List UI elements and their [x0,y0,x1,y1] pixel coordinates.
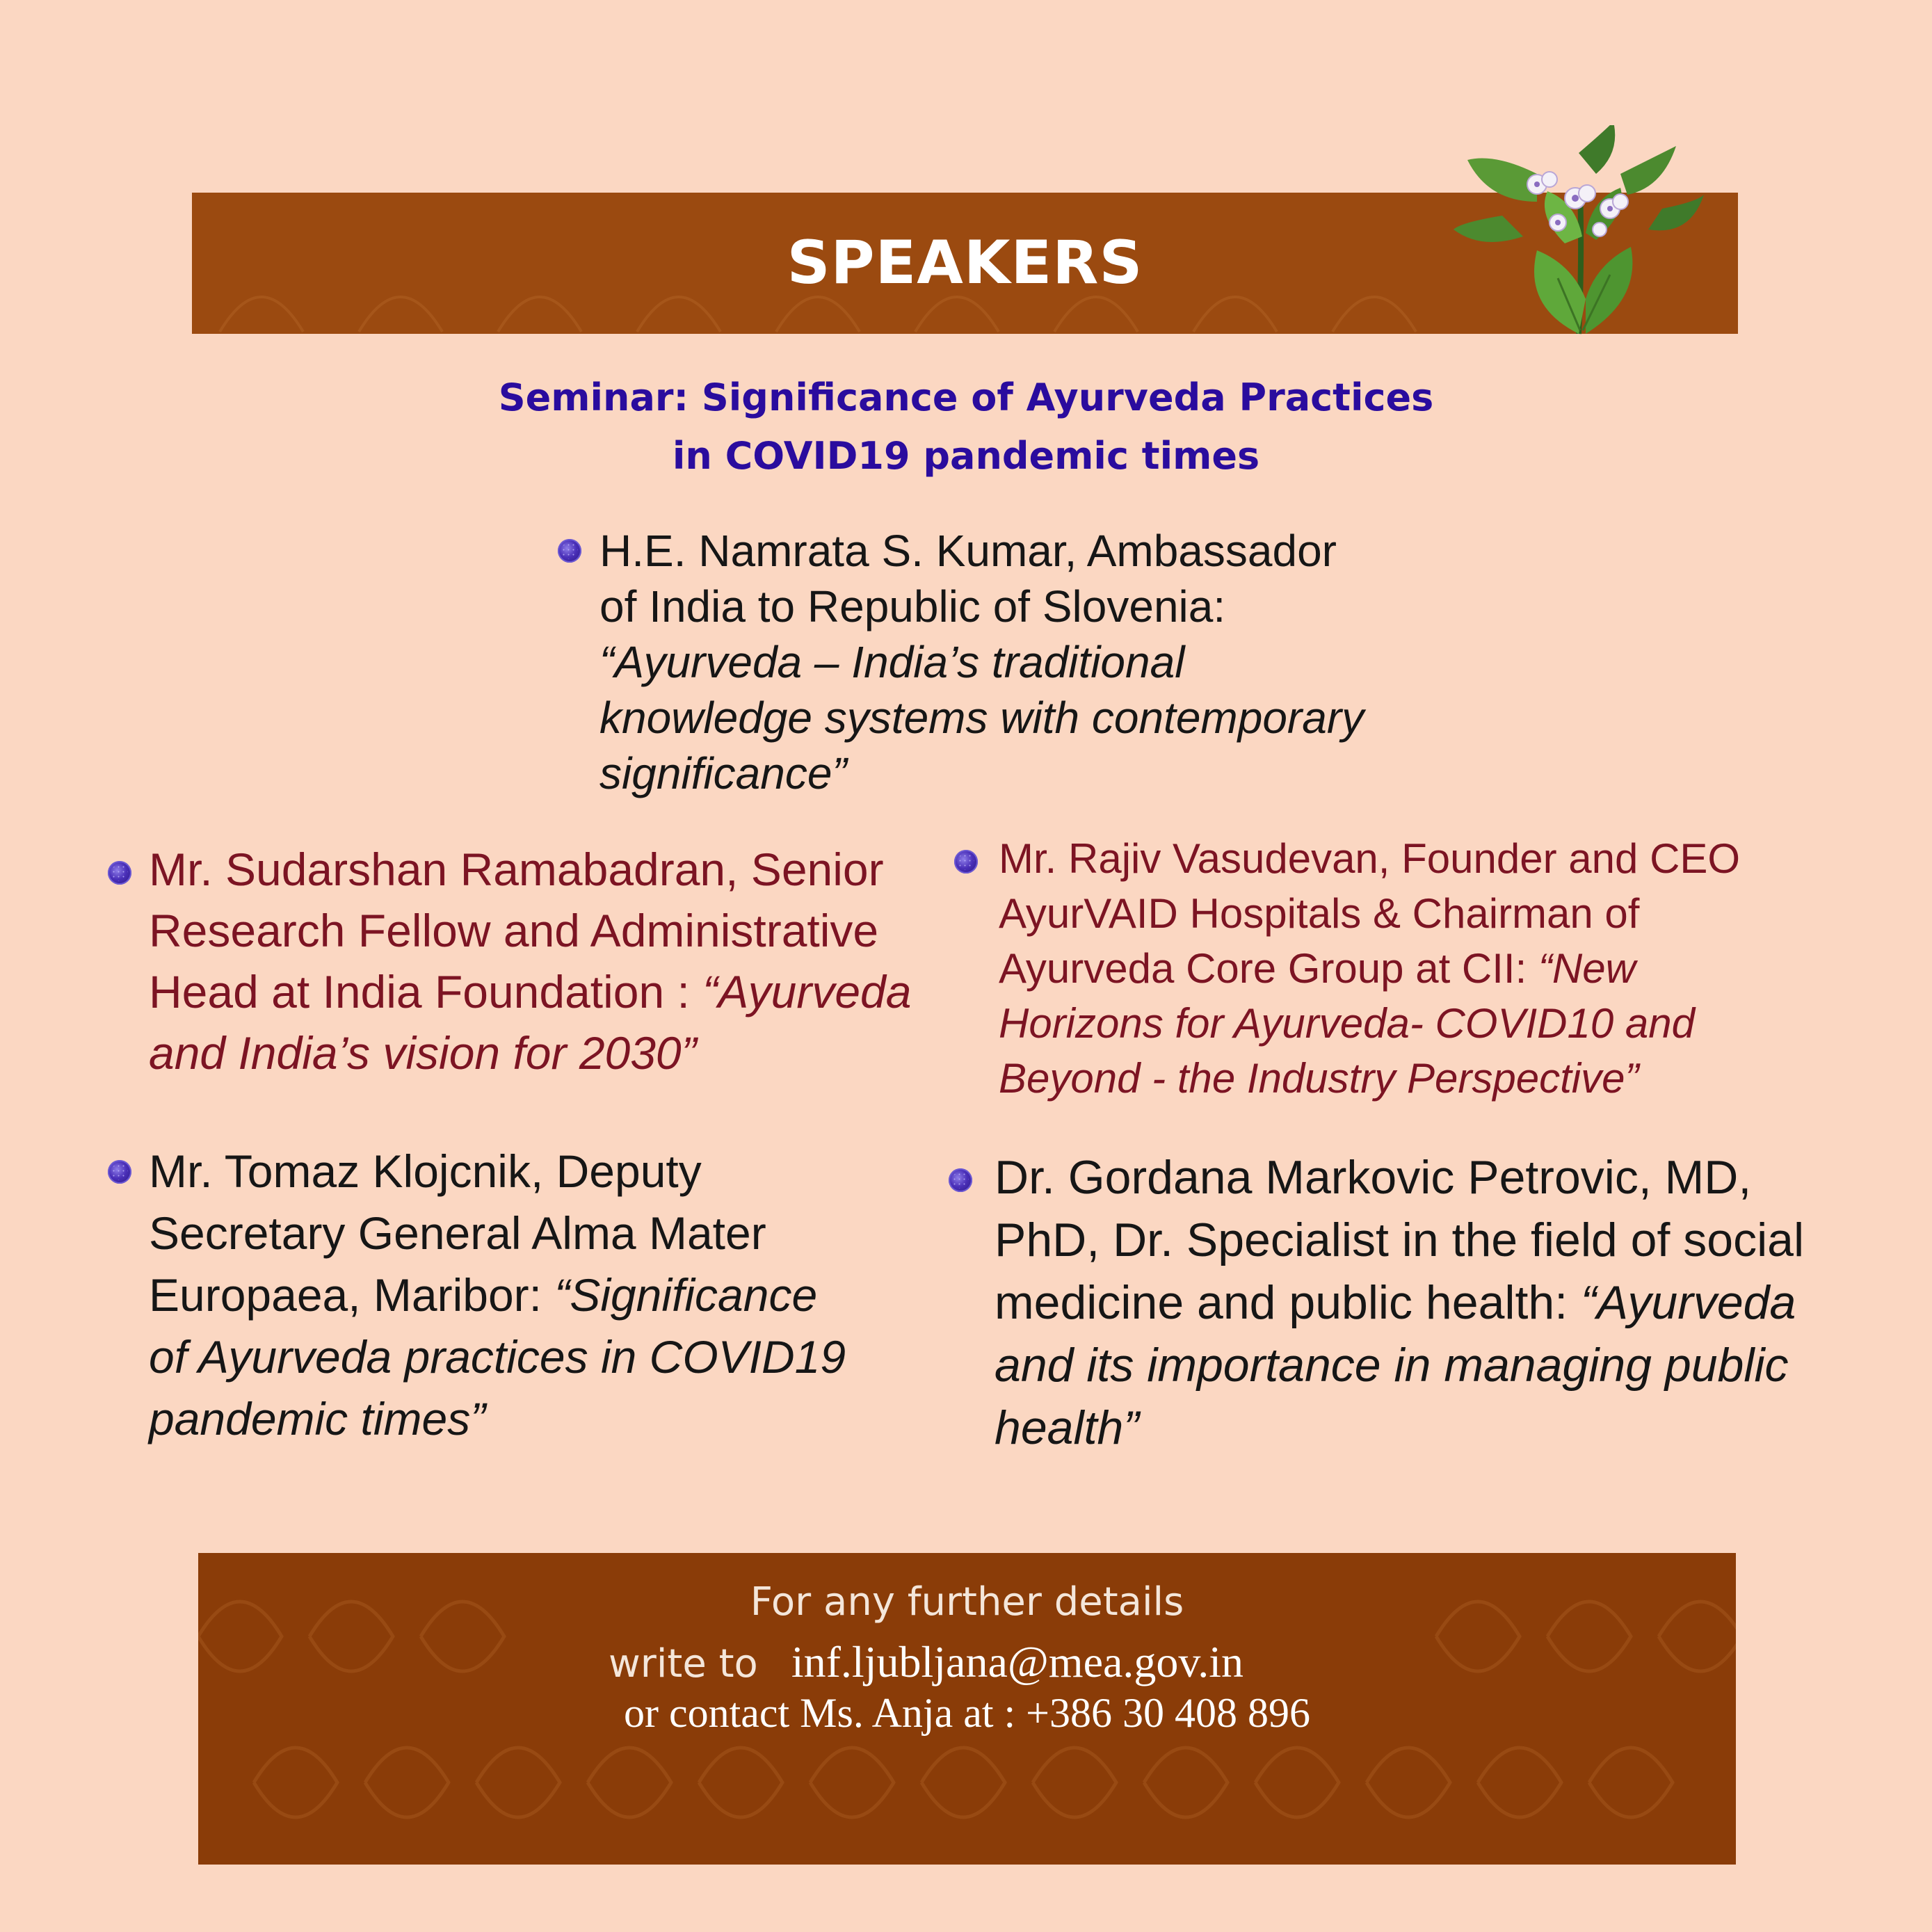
speaker-line: Dr. Gordana Markovic Petrovic, MD, [995,1151,1752,1204]
tulsi-plant-illustration [1454,125,1704,341]
speaker-line: Head at India Foundation : “Ayurveda [149,966,912,1017]
footer-details-text: For any further details [750,1579,1184,1625]
speaker-line: PhD, Dr. Specialist in the field of social [995,1214,1805,1266]
speaker-talk-title: of Ayurveda practices in COVID19 [149,1331,846,1383]
speaker-line: Mr. Tomaz Klojcnik, Deputy [149,1145,702,1197]
speaker-line: Ayurveda Core Group at CII: “New [999,945,1636,992]
speaker-line: Mr. Sudarshan Ramabadran, Senior [149,844,884,895]
speaker-talk-title: Horizons for Ayurveda- COVID10 and [999,1000,1696,1047]
speaker-line: medicine and public health: “Ayurveda [995,1276,1796,1329]
seminar-title [0,369,1932,485]
speaker-entry-ambassador [599,523,1364,801]
speaker-line: Research Fellow and Administrative [149,905,879,956]
speaker-entry-vasudevan [999,831,1740,1106]
speaker-entry-petrovic [995,1146,1804,1459]
speaker-line: of India to Republic of Slovenia: [599,581,1226,631]
speaker-line: Secretary General Alma Mater [149,1207,766,1259]
seminar-title-line1: Seminar: Significance of Ayurveda Practices [498,376,1434,419]
bullet-icon [108,861,131,885]
contact-footer [198,1553,1736,1865]
speaker-line: H.E. Namrata S. Kumar, Ambassador [599,526,1337,576]
speaker-line: Europaea, Maribor: “Significance [149,1269,818,1321]
speaker-entry-ramabadran [149,839,911,1084]
footer-contact-phone: or contact Ms. Anja at : +386 30 408 896 [623,1690,1311,1736]
speaker-talk-title: pandemic times” [149,1393,486,1444]
speaker-talk-title: knowledge systems with contemporary [599,693,1365,743]
speaker-talk-title: “Ayurveda – India’s traditional [599,637,1185,687]
bullet-icon [949,1168,972,1192]
bullet-icon [954,850,978,874]
speaker-line: Mr. Rajiv Vasudevan, Founder and CEO [999,835,1741,882]
speaker-talk-title: and its importance in managing public [995,1339,1789,1392]
bullet-icon [558,539,581,563]
speaker-entry-klojcnik [149,1141,846,1450]
speaker-talk-title: Beyond - the Industry Perspective” [999,1055,1639,1102]
bullet-icon [108,1160,131,1184]
contact-email-link[interactable]: inf.ljubljana@mea.gov.in [791,1637,1243,1687]
page-title: SPEAKERS [787,228,1143,298]
speaker-talk-title: health” [995,1401,1139,1454]
footer-write-to-line [609,1636,1243,1688]
speaker-talk-title: and India’s vision for 2030” [149,1027,697,1079]
seminar-title-line2: in COVID19 pandemic times [672,434,1260,478]
speaker-line: AyurVAID Hospitals & Chairman of [999,890,1640,937]
footer-write-to-label: write to [609,1641,758,1687]
speaker-talk-title: significance” [599,748,847,798]
